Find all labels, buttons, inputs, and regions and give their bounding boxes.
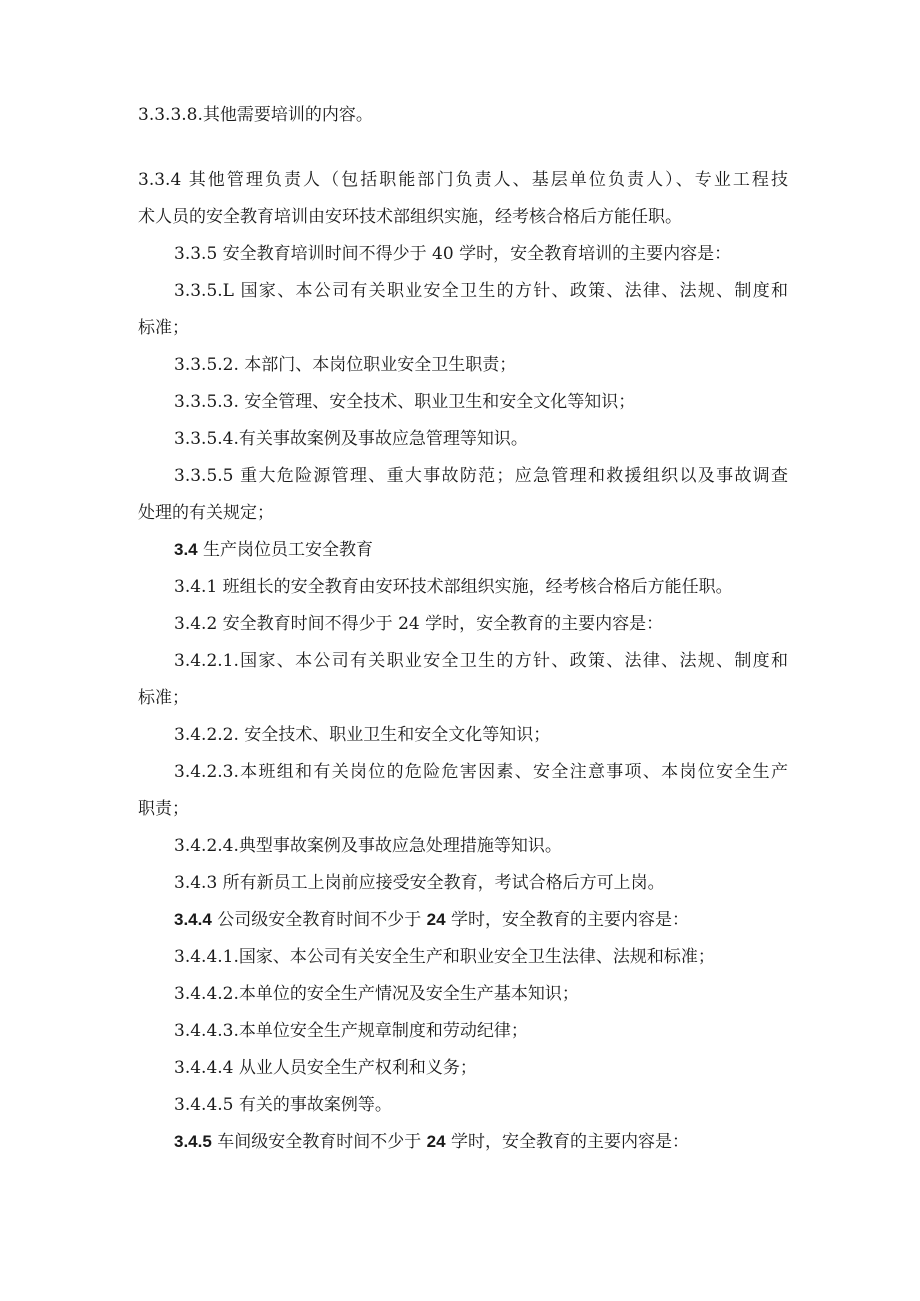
- paragraph-3-3-5-1-line-1: 3.3.5.L 国家、本公司有关职业安全卫生的方针、政策、法律、法规、制度和: [174, 281, 788, 301]
- paragraph-text-tail: 学时，安全教育的主要内容是：: [445, 1132, 689, 1152]
- paragraph-3-4-5: [174, 1131, 788, 1153]
- paragraph-3-3-5-3: 3.3.5.3. 安全管理、安全技术、职业卫生和安全文化等知识；: [174, 392, 636, 412]
- paragraph-3-4-4-2: 3.4.4.2.本单位的安全生产情况及安全生产基本知识；: [174, 984, 579, 1004]
- paragraph-3-4-4-5: 3.4.4.5 有关的事故案例等。: [174, 1095, 392, 1115]
- hours-value: 24: [426, 1132, 446, 1151]
- paragraph-3-3-5-5-line-2: 处理的有关规定；: [138, 503, 274, 523]
- section-title: 生产岗位员工安全教育: [197, 540, 374, 560]
- paragraph-text: 公司级安全教育时间不少于: [211, 910, 427, 930]
- paragraph-3-4-2-3-line-2: 职责；: [138, 799, 189, 819]
- paragraph-number: 3.4.5: [174, 1132, 212, 1151]
- paragraph-3-3-5-5-line-1: 3.3.5.5 重大危险源管理、重大事故防范；应急管理和救援组织以及事故调查: [174, 466, 788, 486]
- section-heading-3-4: [174, 539, 788, 561]
- paragraph-3-3-5: 3.3.5 安全教育培训时间不得少于 40 学时，安全教育培训的主要内容是：: [174, 244, 732, 264]
- paragraph-3-4-4-1: 3.4.4.1.国家、本公司有关安全生产和职业安全卫生法律、法规和标准；: [174, 947, 715, 967]
- paragraph-3-4-2: 3.4.2 安全教育时间不得少于 24 学时，安全教育的主要内容是：: [174, 614, 664, 634]
- paragraph-number: 3.4.4: [174, 910, 212, 929]
- paragraph-3-3-4-line-1: 3.3.4 其他管理负责人（包括职能部门负责人、基层单位负责人）、专业工程技: [138, 170, 788, 190]
- paragraph-3-4-4-4: 3.4.4.4 从业人员安全生产权利和义务；: [174, 1058, 477, 1078]
- paragraph-text-tail: 学时，安全教育的主要内容是：: [445, 910, 689, 930]
- paragraph-3-4-4-3: 3.4.4.3.本单位安全生产规章制度和劳动纪律；: [174, 1021, 528, 1041]
- hours-value: 24: [426, 910, 446, 929]
- paragraph-3-4-2-3-line-1: 3.4.2.3.本班组和有关岗位的危险危害因素、安全注意事项、本岗位安全生产: [174, 762, 788, 782]
- paragraph-3-3-5-4: 3.3.5.4.有关事故案例及事故应急管理等知识。: [174, 429, 528, 449]
- paragraph-3-3-5-2: 3.3.5.2. 本部门、本岗位职业安全卫生职责；: [174, 355, 517, 375]
- paragraph-text: 车间级安全教育时间不少于: [211, 1132, 427, 1152]
- paragraph-3-4-2-1-line-2: 标准；: [138, 688, 189, 708]
- paragraph-3-4-1: 3.4.1 班组长的安全教育由安环技术部组织实施，经考核合格后方能任职。: [174, 577, 733, 597]
- paragraph-3-3-4-line-2: 术人员的安全教育培训由安环技术部组织实施，经考核合格后方能任职。: [138, 207, 682, 227]
- section-number: 3.4: [174, 540, 198, 559]
- paragraph-3-4-2-4: 3.4.2.4.典型事故案例及事故应急处理措施等知识。: [174, 836, 562, 856]
- paragraph-3-3-5-1-line-2: 标准；: [138, 318, 189, 338]
- paragraph-3-3-3-8: 3.3.3.8.其他需要培训的内容。: [138, 105, 373, 125]
- paragraph-3-4-3: 3.4.3 所有新员工上岗前应接受安全教育，考试合格后方可上岗。: [174, 873, 665, 893]
- paragraph-3-4-4: [174, 909, 788, 931]
- paragraph-3-4-2-1-line-1: 3.4.2.1.国家、本公司有关职业安全卫生的方针、政策、法律、法规、制度和: [174, 651, 788, 671]
- paragraph-3-4-2-2: 3.4.2.2. 安全技术、职业卫生和安全文化等知识；: [174, 725, 551, 745]
